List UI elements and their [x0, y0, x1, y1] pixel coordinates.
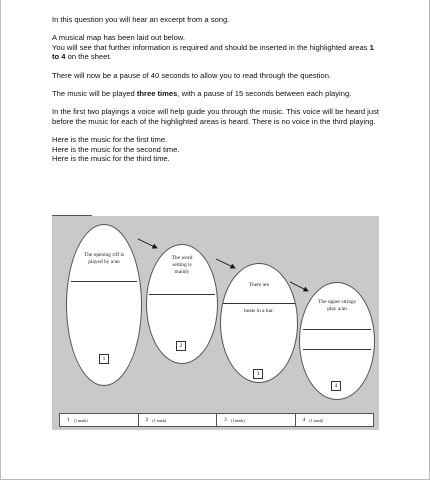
oval-3-text-after: beats in a bar.: [244, 308, 274, 314]
mark-cell-2-label: (1 mark): [152, 417, 167, 423]
map-oval-2: [146, 244, 218, 364]
mark-cell-4: [296, 414, 374, 426]
oval-1-number-box: 1: [99, 354, 109, 364]
instruction-playings-bold: three times: [136, 89, 178, 99]
instruction-intro: In this question you will hear an excerpt from a song.: [52, 15, 230, 24]
instructions: [52, 15, 382, 163]
oval-4-answer-line-1: [303, 329, 371, 330]
mark-cell-3-number: 3: [224, 417, 227, 423]
marks-row: [59, 413, 374, 427]
oval-4-answer-line-2: [303, 349, 371, 350]
oval-4-number-box: 4: [331, 381, 341, 391]
instruction-map-end: on the sheet.: [65, 52, 112, 62]
oval-2-text-line1: The word: [171, 255, 193, 261]
mark-cell-4-number: 4: [302, 417, 306, 423]
mark-cell-3-label: (1 mark): [230, 417, 245, 423]
instruction-map-line2: You will see that further information is required and should be inserted in the highlighted areas: [52, 42, 370, 52]
instruction-playings-end: , with a pause of 15 seconds between each playing.: [177, 89, 352, 99]
oval-2-answer-line: [149, 294, 215, 295]
map-oval-3: [220, 263, 298, 383]
mark-cell-1-number: 1: [67, 417, 70, 423]
oval-2-number-box: 2: [176, 341, 186, 351]
instruction-playings-start: The music will be played: [52, 89, 137, 99]
oval-1-answer-line: [71, 281, 137, 282]
musical-map: [52, 216, 379, 430]
mark-cell-1: [60, 414, 139, 426]
oval-3-text-line1: There are: [248, 282, 270, 288]
instruction-pause: There will now be a pause of 40 seconds to allow you to read through the question.: [52, 70, 332, 80]
mark-cell-1-label: (1 mark): [73, 417, 88, 423]
oval-1-text-line2: played by a/an: [88, 259, 120, 265]
oval-3-answer-line: [223, 303, 295, 304]
mark-cell-3: [217, 414, 296, 426]
map-oval-1: [66, 224, 142, 386]
map-oval-4: [299, 282, 375, 400]
instruction-map-line1: A musical map has been laid out below.: [52, 33, 185, 43]
oval-3-number-box: 3: [253, 369, 263, 379]
page-border-left: [0, 0, 1, 480]
oval-4-text-line1: The upper strings: [318, 299, 356, 305]
mark-cell-4-label: (1 mark): [309, 417, 324, 423]
mark-cell-2: [139, 414, 218, 426]
oval-4-text-line2: play a/an: [327, 306, 347, 312]
instruction-playings: [52, 89, 382, 98]
instruction-map-bold: 1 to 4: [52, 42, 374, 62]
instruction-music-third: Here is the music for the third time.: [52, 154, 170, 164]
instruction-voice: In the first two playings a voice will help guide you through the music. This voice will be heard just before the music for each of the highlighted areas is heard. There is no voice in the third playing.: [52, 107, 379, 126]
oval-2-text-line3: mainly: [174, 269, 190, 275]
arrow-icon: [138, 239, 157, 248]
instruction-music-second: Here is the music for the second time.: [52, 144, 180, 154]
oval-2-text-line2: setting is: [172, 262, 192, 268]
mark-cell-2-number: 2: [145, 417, 149, 423]
oval-1-text-line1: The opening riff is: [83, 252, 125, 258]
instruction-music-first: Here is the music for the first time.: [52, 135, 168, 145]
arrow-icon: [216, 259, 235, 268]
instruction-map: [52, 33, 382, 61]
